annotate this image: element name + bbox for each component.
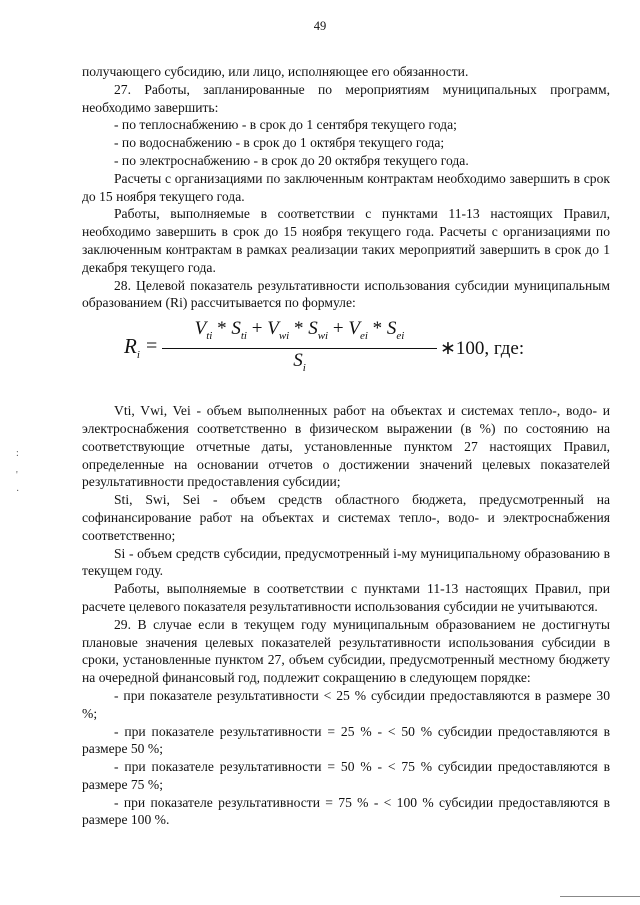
paragraph: Работы, выполняемые в соответствии с пунктами 11-13 настоящих Правил, необходимо завершить в срок до 15 ноября текущего года. Расчеты с организациями по заключенным контрактам в рамках реализации таких мероприятий завершить в срок до 1 декабря текущего года. xyxy=(82,206,610,275)
paragraph: Расчеты с организациями по заключенным контрактам необходимо завершить в срок до 15 ноября текущего года. xyxy=(82,170,610,204)
formula-variable-subscript: ei xyxy=(359,329,368,342)
paragraph: - при показателе результативности = 75 % - < 100 % субсидии предоставляются в размере 100 %. xyxy=(82,794,610,828)
paragraphs-after-formula xyxy=(82,402,610,829)
paragraph: Si - объем средств субсидии, предусмотренный i-му муниципальному образованию в текущем году. xyxy=(82,545,610,579)
formula-numerator xyxy=(162,320,437,348)
formula-lhs-symbol: R xyxy=(124,334,137,359)
formula-variable-subscript: ei xyxy=(396,329,405,342)
paragraph: получающего субсидию, или лицо, исполняющее его обязанности. xyxy=(82,64,469,79)
paragraph: - по электроснабжению - в срок до 20 октября текущего года. xyxy=(114,152,469,168)
paragraph: - при показателе результативности = 25 % - < 50 % субсидии предоставляются в размере 50 %; xyxy=(82,723,610,757)
paragraphs-before-formula xyxy=(82,63,610,312)
scan-edge-line xyxy=(560,896,640,897)
formula-variable-subscript: ti xyxy=(206,329,213,342)
paragraph: Vti, Vwi, Vei - объем выполненных работ на объектах и системах тепло-, водо- и электроснабжения соответственно в физическом выражении (в %) по состоянию на соответствующие отчетные даты, установленные пунктом 27 настоящих Правил, определенные на основании отчетов о достижении значений целевых показателей результативности предоставления субсидии; xyxy=(82,403,610,490)
formula-operator: * xyxy=(289,318,309,340)
formula-operator: + xyxy=(328,318,349,340)
formula-fraction xyxy=(162,320,437,377)
formula-variable-subscript: ti xyxy=(240,329,247,342)
formula-variable-subscript: wi xyxy=(317,329,329,342)
paragraph: - по водоснабжению - в срок до 1 октября текущего года; xyxy=(114,135,445,151)
margin-mark: ' xyxy=(16,470,18,481)
page-number: 49 xyxy=(313,19,327,33)
formula-variable: V xyxy=(194,318,207,340)
paragraph: 29. В случае если в текущем году муниципальным образованием не достигнуты плановые значения целевых показателей результативности использования субсидии в сроки, установленные пунктом 27, объем субсидии, предусмотренный местному бюджету на очередной финансовый год, подлежит сокращению в следующем порядке: xyxy=(82,616,610,686)
margin-mark: · xyxy=(16,486,20,497)
formula-equals: = xyxy=(146,335,158,358)
formula-lhs xyxy=(124,334,140,365)
paragraph: Sti, Swi, Sei - объем средств областного бюджета, предусмотренный на софинансирование работ на объектах и системах тепло-, водо- и электроснабжения соответственно; xyxy=(82,492,610,543)
formula xyxy=(82,316,610,394)
paragraph: 28. Целевой показатель результативности использования субсидии муниципальным образованием (Ri) рассчитывается по формуле: xyxy=(82,277,610,311)
formula-operator: + xyxy=(246,318,268,340)
formula-lhs-subscript: i xyxy=(136,349,140,362)
paragraph: 27. Работы, запланированные по мероприятиям муниципальных программ, необходимо завершить: xyxy=(82,81,610,115)
formula-variable-subscript: wi xyxy=(278,329,290,342)
paragraph: Работы, выполняемые в соответствии с пунктами 11-13 настоящих Правил, при расчете целевого показателя результативности использования субсидии не учитываются. xyxy=(82,581,610,614)
formula-variable: S xyxy=(308,318,318,340)
paragraph: - по теплоснабжению - в срок до 1 сентября текущего года; xyxy=(114,117,457,133)
formula-operator: * xyxy=(212,318,232,340)
formula-tail: ∗100, где: xyxy=(440,338,525,360)
formula-variable: V xyxy=(267,318,279,340)
formula-variable: S xyxy=(386,318,397,340)
document-body xyxy=(82,63,610,829)
paragraph: - при показателе результативности = 50 % - < 75 % субсидии предоставляются в размере 75 %; xyxy=(82,759,610,792)
paragraph: - при показателе результативности < 25 % субсидии предоставляются в размере 30 %; xyxy=(82,687,610,721)
formula-denominator-subscript: i xyxy=(302,361,306,374)
formula-operator: * xyxy=(367,318,387,340)
formula-variable: V xyxy=(348,318,360,340)
formula-denominator xyxy=(162,349,437,378)
margin-mark: : xyxy=(16,448,19,459)
formula-variable: S xyxy=(231,318,241,340)
formula-denominator-symbol: S xyxy=(293,349,303,371)
